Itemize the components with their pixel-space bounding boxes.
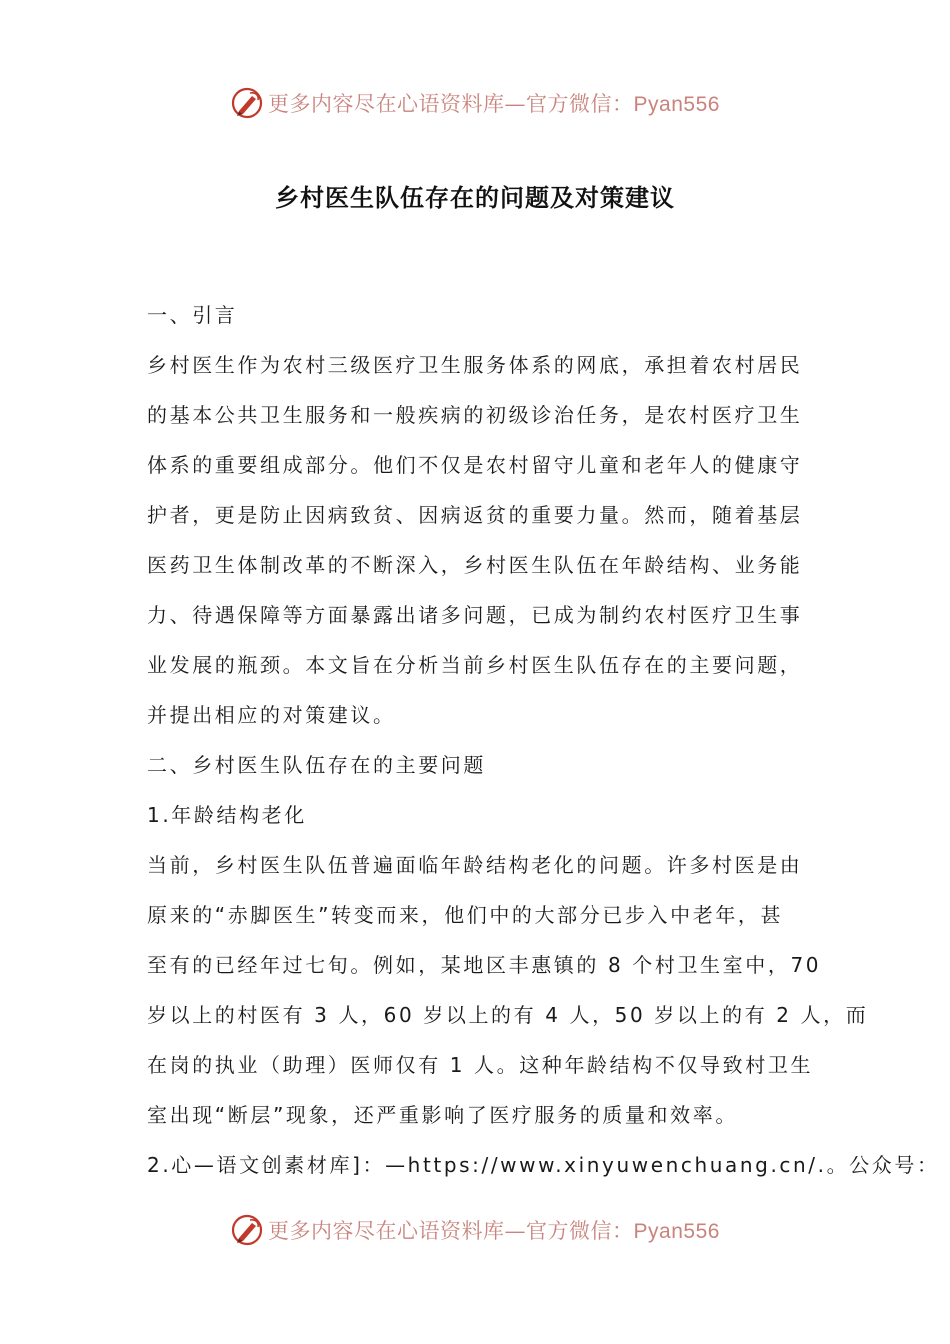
body-line: 原来的“赤脚医生”转变而来，他们中的大部分已步入中老年，甚	[147, 903, 784, 927]
header-banner-text	[268, 88, 720, 118]
body-line: 当前，乡村医生队伍普遍面临年龄结构老化的问题。许多村医是由	[147, 853, 803, 877]
body-line: 至有的已经年过七旬。例如，某地区丰惠镇的 8 个村卫生室中，70	[147, 953, 822, 977]
header-banner-main: 更多内容尽在心语资料库—官方微信：	[268, 92, 634, 116]
body-line: 护者，更是防止因病致贫、因病返贫的重要力量。然而，随着基层	[147, 503, 803, 527]
body-line: 乡村医生作为农村三级医疗卫生服务体系的网底，承担着农村居民	[147, 353, 803, 377]
body-line: 的基本公共卫生服务和一般疾病的初级诊治任务，是农村医疗卫生	[147, 403, 803, 427]
body-line: 体系的重要组成部分。他们不仅是农村留守儿童和老年人的健康守	[147, 453, 803, 477]
header-banner-wechat: Pyan556	[633, 93, 720, 116]
pen-logo-icon	[230, 86, 264, 120]
footer-banner-main: 更多内容尽在心语资料库—官方微信：	[268, 1219, 634, 1243]
subsection-heading: 1.年龄结构老化	[147, 803, 307, 827]
document-title: 乡村医生队伍存在的问题及对策建议	[275, 184, 675, 212]
body-line: 并提出相应的对策建议。	[147, 703, 396, 727]
footer-banner-text	[268, 1215, 720, 1245]
body-line: 2.心—语文创素材库]：—https://www.xinyuwenchuang.cn/.。公众号：	[147, 1153, 940, 1177]
header-watermark-banner	[0, 83, 950, 123]
pen-logo-icon	[230, 1213, 264, 1247]
body-line: 力、待遇保障等方面暴露出诸多问题，已成为制约农村医疗卫生事	[147, 603, 803, 627]
body-line: 在岗的执业（助理）医师仅有 1 人。这种年龄结构不仅导致村卫生	[147, 1053, 814, 1077]
body-line: 一、引言	[147, 303, 238, 327]
document-body	[147, 290, 940, 1190]
footer-watermark-banner	[0, 1210, 950, 1250]
footer-banner-wechat: Pyan556	[633, 1220, 720, 1243]
body-line: 岁以上的村医有 3 人，60 岁以上的有 4 人，50 岁以上的有 2 人，而	[147, 1003, 869, 1027]
body-line: 业发展的瓶颈。本文旨在分析当前乡村医生队伍存在的主要问题，	[147, 653, 803, 677]
body-line: 室出现“断层”现象，还严重影响了医疗服务的质量和效率。	[147, 1103, 738, 1127]
body-line: 医药卫生体制改革的不断深入，乡村医生队伍在年龄结构、业务能	[147, 553, 803, 577]
section-heading: 二、乡村医生队伍存在的主要问题	[147, 753, 486, 777]
